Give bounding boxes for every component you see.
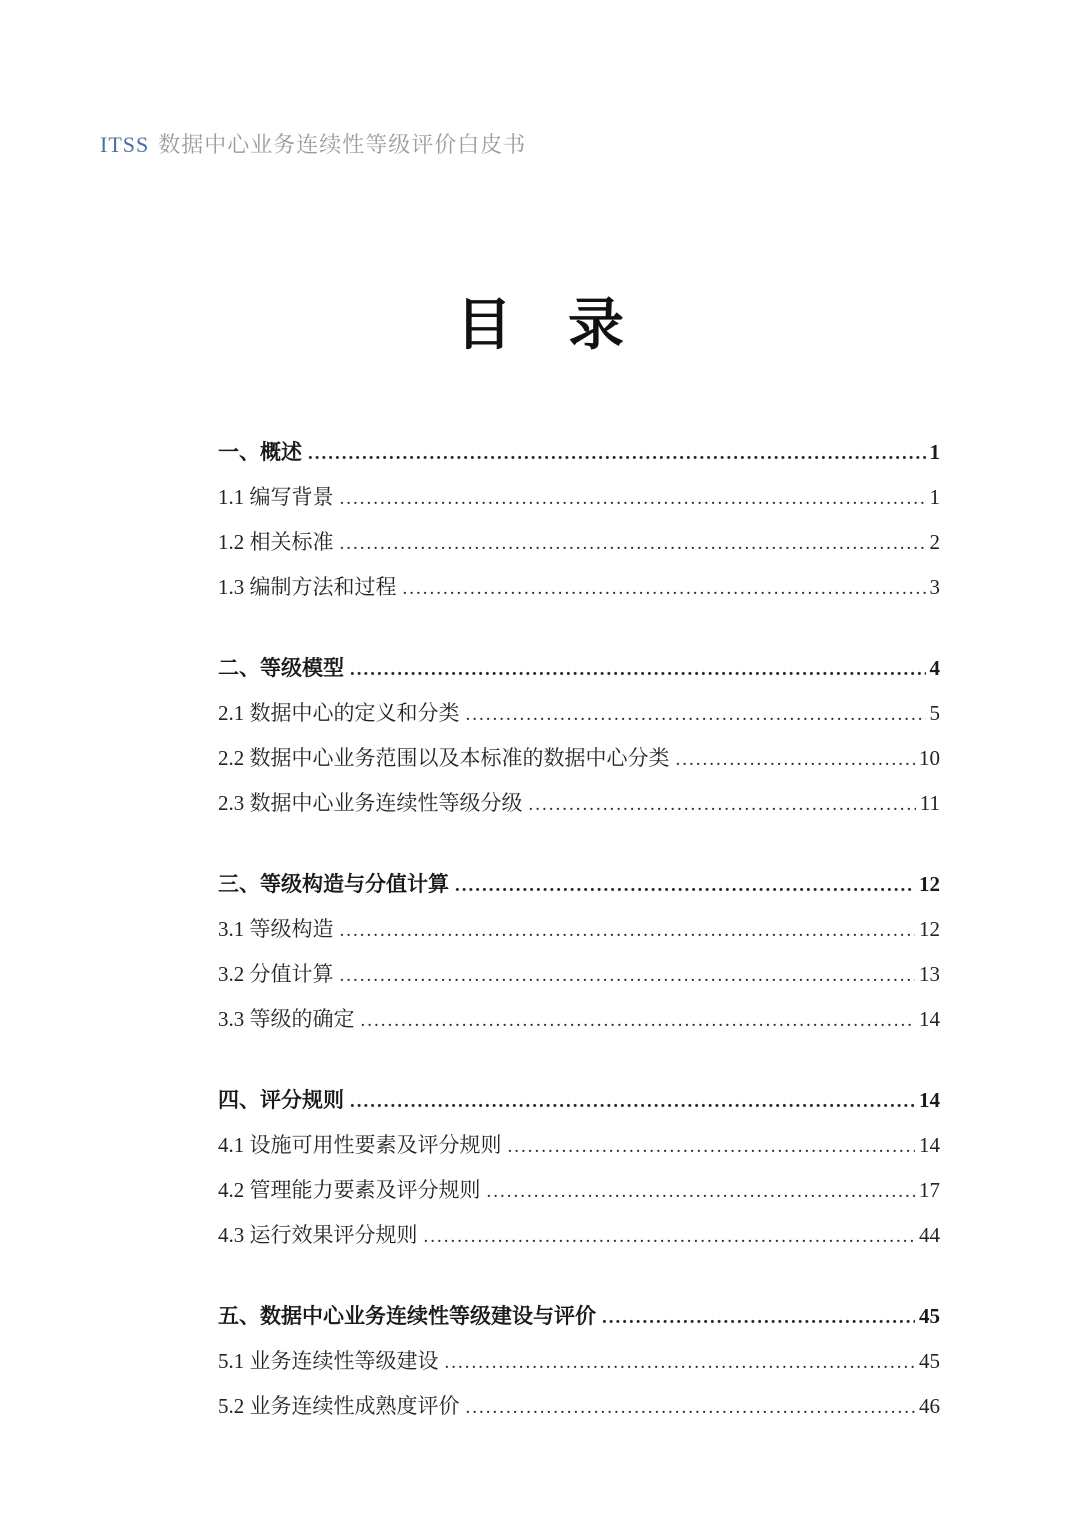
leader-dots: [308, 443, 926, 465]
toc-entry-label: 2.2 数据中心业务范围以及本标准的数据中心分类: [218, 746, 670, 770]
leader-dots: [455, 875, 915, 897]
toc-entry-page: 45: [919, 1304, 940, 1328]
toc-section-1: [218, 436, 940, 616]
toc-entry-label: 四、评分规则: [218, 1088, 344, 1112]
leader-dots: [340, 533, 926, 555]
toc-section-5: [218, 1300, 940, 1435]
leader-dots: [350, 659, 926, 681]
toc-entry-label: 5.2 业务连续性成熟度评价: [218, 1394, 460, 1418]
toc-entry[interactable]: [218, 1300, 940, 1345]
toc-entry[interactable]: [218, 1390, 940, 1435]
toc-entry-label: 3.3 等级的确定: [218, 1007, 355, 1031]
leader-dots: [508, 1136, 916, 1158]
toc-entry-label: 2.3 数据中心业务连续性等级分级: [218, 791, 523, 815]
toc-entry-page: 11: [919, 791, 940, 815]
toc-entry-page: 1: [929, 485, 940, 509]
toc-entry-page: 13: [919, 962, 940, 986]
toc-entry-page: 17: [919, 1178, 940, 1202]
leader-dots: [403, 578, 926, 600]
toc-entry-label: 3.1 等级构造: [218, 917, 334, 941]
toc-entry-label: 1.3 编制方法和过程: [218, 575, 397, 599]
toc-entry-label: 二、等级模型: [218, 656, 344, 680]
leader-dots: [487, 1181, 916, 1203]
leader-dots: [350, 1091, 915, 1113]
toc-entry-label: 五、数据中心业务连续性等级建设与评价: [218, 1304, 596, 1328]
toc-entry[interactable]: [218, 958, 940, 1003]
toc-entry-label: 1.2 相关标准: [218, 530, 334, 554]
toc-entry[interactable]: [218, 526, 940, 571]
toc-entry-page: 44: [919, 1223, 940, 1247]
toc-entry-page: 46: [919, 1394, 940, 1418]
toc-section-4: [218, 1084, 940, 1264]
toc-entry[interactable]: [218, 1345, 940, 1390]
toc-entry-label: 4.2 管理能力要素及评分规则: [218, 1178, 481, 1202]
toc-entry[interactable]: [218, 436, 940, 481]
toc-entry[interactable]: [218, 1174, 940, 1219]
leader-dots: [340, 920, 916, 942]
brand-itss-label: ITSS: [100, 132, 150, 157]
toc-section-3: [218, 868, 940, 1048]
toc-entry-label: 5.1 业务连续性等级建设: [218, 1349, 439, 1373]
toc-entry-page: 10: [919, 746, 940, 770]
toc-entry[interactable]: [218, 787, 940, 832]
toc-entry[interactable]: [218, 481, 940, 526]
toc-entry[interactable]: [218, 1219, 940, 1264]
leader-dots: [340, 965, 916, 987]
toc-entry-page: 1: [929, 440, 940, 464]
toc-entry-page: 5: [929, 701, 940, 725]
document-title: 数据中心业务连续性等级评价白皮书: [158, 132, 527, 157]
leader-dots: [424, 1226, 916, 1248]
toc-entry[interactable]: [218, 697, 940, 742]
toc-entry-label: 一、概述: [218, 440, 302, 464]
toc-entry[interactable]: [218, 1084, 940, 1129]
toc-entry[interactable]: [218, 868, 940, 913]
toc-entry[interactable]: [218, 652, 940, 697]
toc-entry-page: 14: [919, 1133, 940, 1157]
toc-entry-label: 三、等级构造与分值计算: [218, 872, 449, 896]
toc-entry[interactable]: [218, 571, 940, 616]
leader-dots: [466, 1397, 916, 1419]
running-header: [100, 130, 526, 160]
toc-entry-page: 45: [919, 1349, 940, 1373]
toc-entry-page: 14: [919, 1088, 940, 1112]
toc-entry-page: 14: [919, 1007, 940, 1031]
toc-entry-page: 2: [929, 530, 940, 554]
toc-entry[interactable]: [218, 1129, 940, 1174]
page-title: [0, 296, 1080, 356]
toc-entry-page: 4: [929, 656, 940, 680]
table-of-contents: [218, 436, 940, 1471]
leader-dots: [602, 1307, 915, 1329]
toc-entry-page: 12: [919, 917, 940, 941]
toc-section-2: [218, 652, 940, 832]
toc-entry-label: 4.3 运行效果评分规则: [218, 1223, 418, 1247]
leader-dots: [466, 704, 926, 726]
toc-entry[interactable]: [218, 1003, 940, 1048]
toc-entry-page: 12: [919, 872, 940, 896]
toc-entry[interactable]: [218, 742, 940, 787]
leader-dots: [445, 1352, 916, 1374]
toc-entry-label: 1.1 编写背景: [218, 485, 334, 509]
page-title-text: 目 录: [456, 295, 624, 357]
toc-entry-page: 3: [929, 575, 940, 599]
toc-entry-label: 2.1 数据中心的定义和分类: [218, 701, 460, 725]
toc-entry-label: 4.1 设施可用性要素及评分规则: [218, 1133, 502, 1157]
toc-entry-label: 3.2 分值计算: [218, 962, 334, 986]
leader-dots: [529, 794, 916, 816]
leader-dots: [361, 1010, 916, 1032]
toc-entry[interactable]: [218, 913, 940, 958]
leader-dots: [340, 488, 926, 510]
leader-dots: [676, 749, 916, 771]
